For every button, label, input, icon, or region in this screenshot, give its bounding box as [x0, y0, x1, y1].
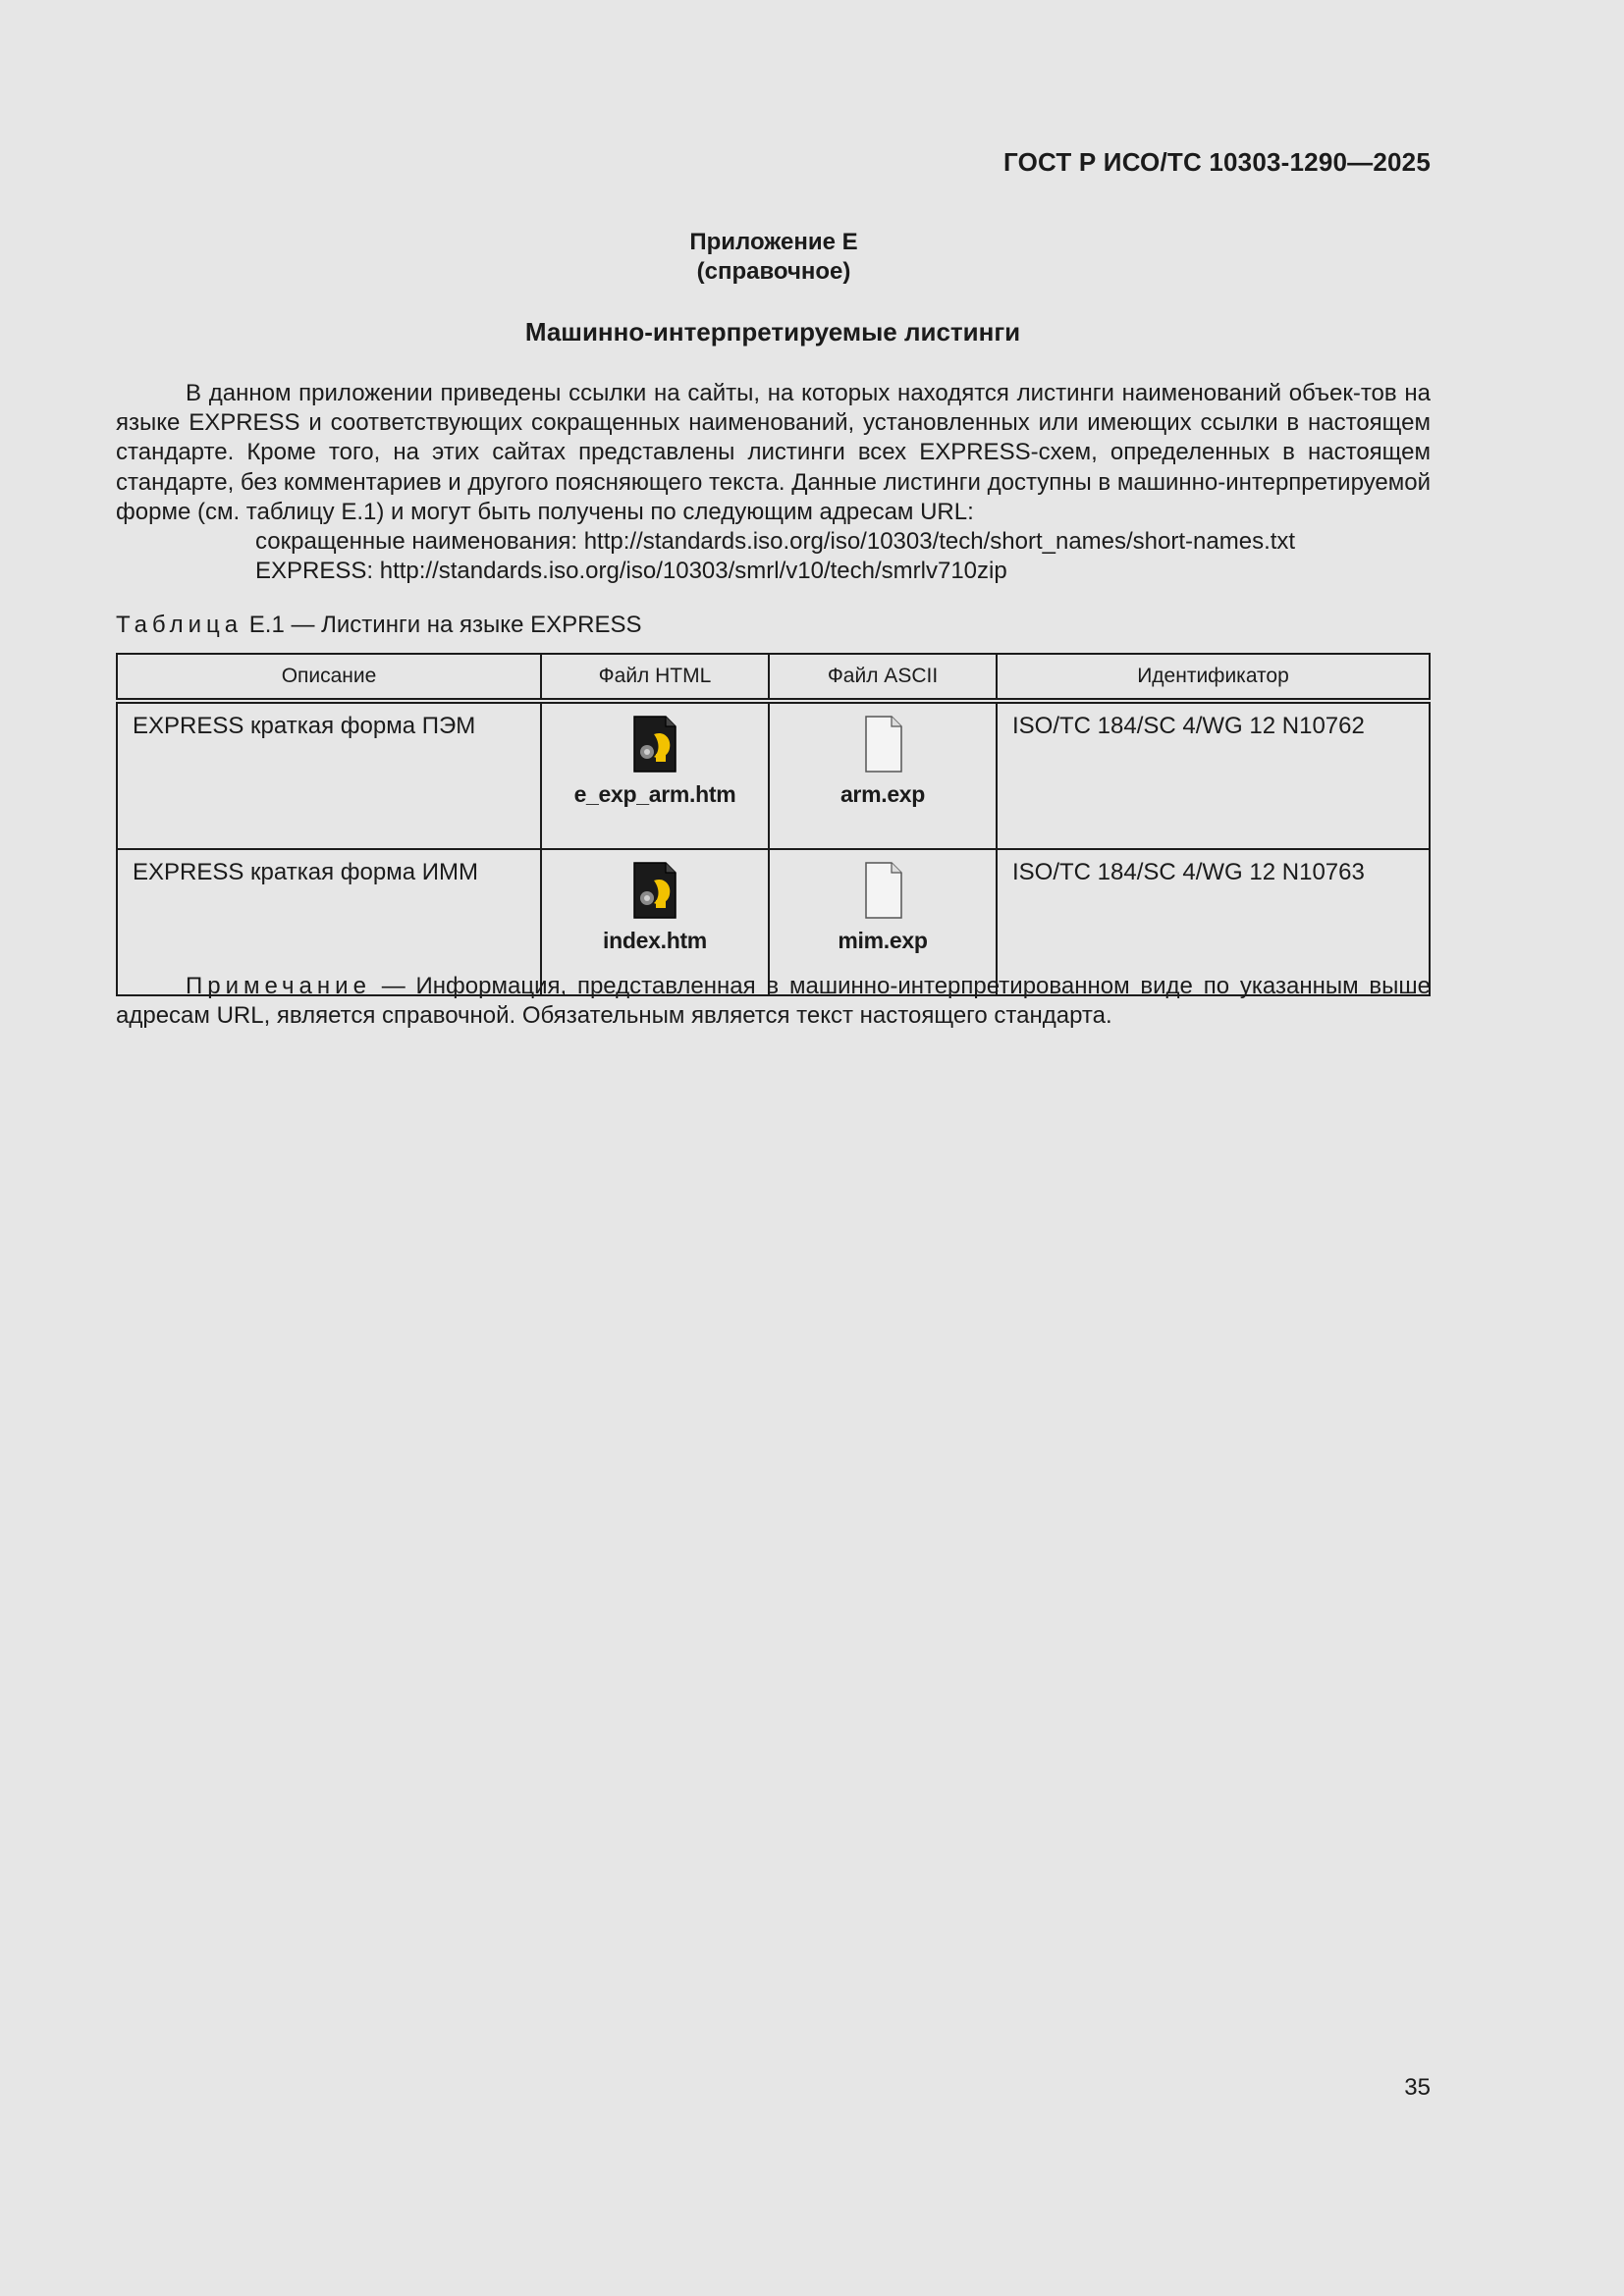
- note-text: — Информация, представленная в машинно-интерпретированном виде по указанным выше адресам URL, является справочной. Обязательным является текст настоящего стандарта.: [116, 973, 1431, 1030]
- blank-document-icon[interactable]: [858, 715, 907, 774]
- url-express: EXPRESS: http://standards.iso.org/iso/10303/smrl/v10/tech/smrlv710zip: [255, 558, 1007, 585]
- row-description: EXPRESS краткая форма ПЭМ: [117, 701, 541, 849]
- row-description: EXPRESS краткая форма ИММ: [117, 849, 541, 995]
- header-ascii-file: Файл ASCII: [769, 654, 997, 701]
- table-header-row: [117, 654, 1430, 701]
- header-html-file: Файл HTML: [541, 654, 769, 701]
- listings-table: [116, 653, 1431, 996]
- intro-paragraph: В данном приложении приведены ссылки на сайты, на которых находятся листинги наименований объек-тов на языке EXPRESS и соответствующих сокращенных наименований, установленных или имеющих ссылки в настоящем стандарте. Кроме того, на этих сайтах представлены листинги всех EXPRESS-схем, определенных в настоящем стандарте, без комментариев и другого поясняющего текста. Данные листинги доступны в машинно-интерпретируемой форме (см. таблицу Е.1) и могут быть получены по следующим адресам URL:: [116, 380, 1431, 525]
- document-id: ГОСТ Р ИСО/ТС 10303-1290—2025: [1002, 147, 1431, 177]
- html-document-icon[interactable]: [630, 861, 679, 920]
- table-note: [116, 972, 1431, 1031]
- table-caption: [116, 612, 641, 639]
- appendix-subtitle: (справочное): [696, 258, 851, 285]
- section-title: Машинно-интерпретируемые листинги: [524, 317, 1021, 347]
- ascii-file-link[interactable]: arm.exp: [839, 781, 926, 807]
- blank-document-icon[interactable]: [858, 861, 907, 920]
- note-label: Примечание: [186, 973, 371, 999]
- header-identifier: Идентификатор: [997, 654, 1430, 701]
- table-caption-text: Е.1 — Листинги на языке EXPRESS: [248, 612, 642, 638]
- header-description: Описание: [117, 654, 541, 701]
- html-file-link[interactable]: e_exp_arm.htm: [573, 781, 736, 807]
- html-file-link[interactable]: index.htm: [603, 928, 707, 953]
- url-short-names: сокращенные наименования: http://standards.iso.org/iso/10303/tech/short_names/short-names.txt: [255, 528, 1296, 556]
- html-file-cell[interactable]: [541, 701, 769, 849]
- intro-text: [116, 379, 1431, 586]
- table-caption-label: Таблица: [116, 612, 244, 638]
- ascii-file-cell[interactable]: [769, 701, 997, 849]
- page-number: 35: [1404, 2074, 1431, 2101]
- html-document-icon[interactable]: [630, 715, 679, 774]
- row-identifier: ISO/TC 184/SC 4/WG 12 N10762: [997, 701, 1430, 849]
- table-row: [117, 701, 1430, 849]
- row-identifier: ISO/TC 184/SC 4/WG 12 N10763: [997, 849, 1430, 995]
- appendix-title: Приложение Е: [689, 229, 858, 255]
- ascii-file-link[interactable]: mim.exp: [838, 928, 928, 953]
- appendix-heading: [628, 228, 919, 287]
